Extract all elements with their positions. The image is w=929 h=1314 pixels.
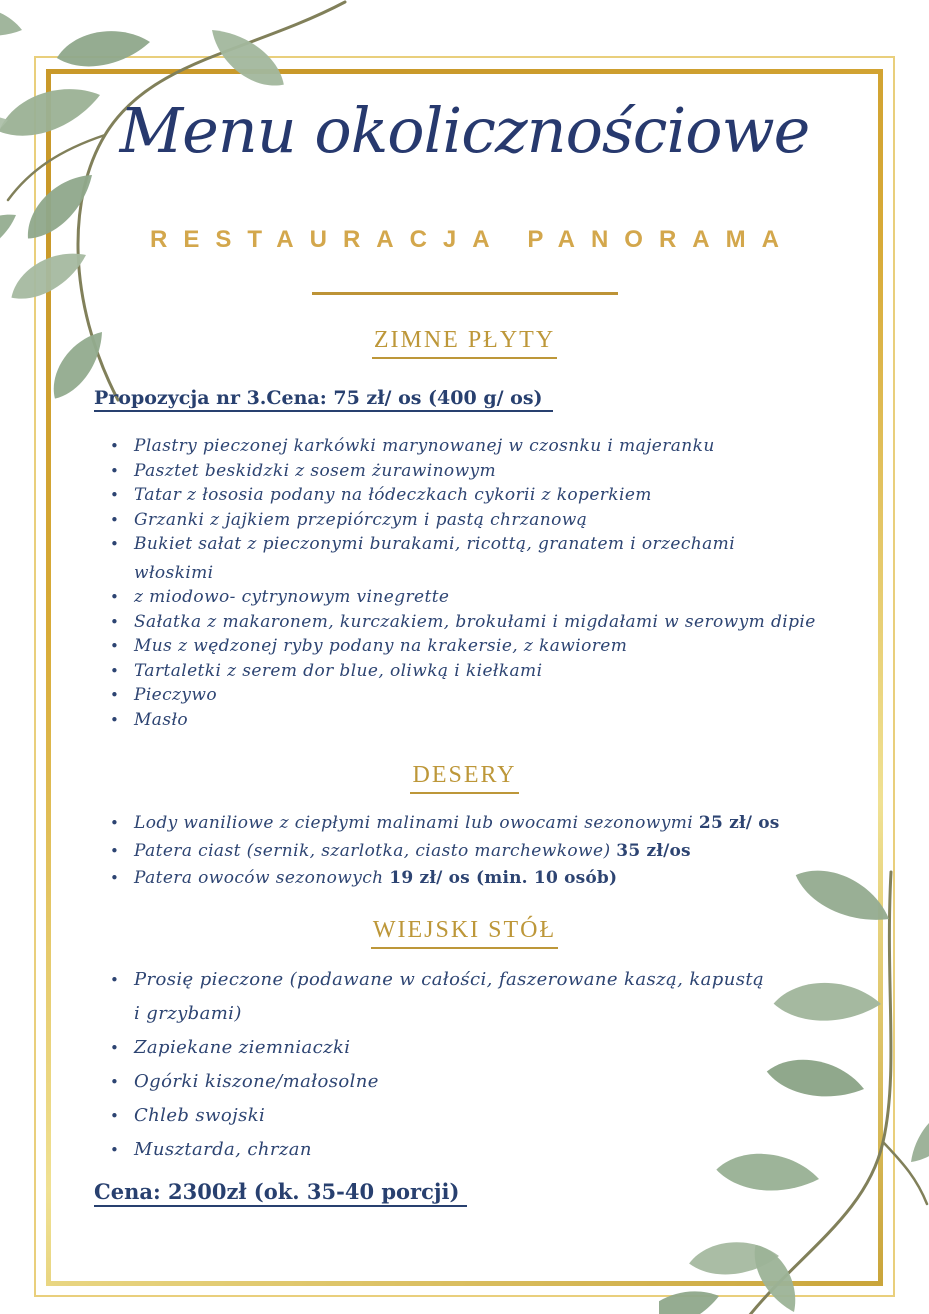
menu-item: • Musztarda, chrzan — [108, 1133, 835, 1167]
menu-item: • Chleb swojski — [108, 1099, 835, 1133]
restaurant-name: RESTAURACJA PANORAMA — [150, 226, 795, 254]
menu-item: • Plastry pieczonej karkówki marynowanej w czosnku i majeranku — [108, 434, 835, 459]
section-heading-desery: DESERY — [410, 762, 518, 794]
menu-item: • Pasztet beskidzki z sosem żurawinowym — [108, 459, 835, 484]
menu-item: • Ogórki kiszone/małosolne — [108, 1065, 835, 1099]
menu-item: • Tatar z łososia podany na łódeczkach cykorii z koperkiem — [108, 483, 835, 508]
proposal-line: Propozycja nr 3.Cena: 75 zł/ os (400 g/ os) — [94, 387, 835, 412]
menu-item: • Prosię pieczone (podawane w całości, faszerowane kaszą, kapustą i grzybami) — [108, 963, 835, 1031]
price: 25 zł/ os — [698, 813, 780, 834]
section-heading-zimne-plyty: ZIMNE PŁYTY — [372, 327, 557, 359]
menu-item: • Grzanki z jajkiem przepiórczym i pastą chrzanową — [108, 508, 835, 533]
menu-item: • z miodowo- cytrynowym vinegrette — [108, 585, 835, 610]
total-price-line: Cena: 2300zł (ok. 35-40 porcji) — [94, 1179, 835, 1207]
gold-divider — [312, 292, 618, 295]
cold-plates-list — [108, 434, 835, 732]
menu-item: • Lody waniliowe z ciepłymi malinami lub owocami sezonowymi 25 zł/ os — [108, 810, 835, 838]
price: 19 zł/ os (min. 10 osób) — [389, 868, 618, 889]
menu-item: • Bukiet sałat z pieczonymi burakami, ricottą, granatem i orzechami włoskimi — [108, 532, 835, 585]
menu-item: • Sałatka z makaronem, kurczakiem, brokułami i migdałami w serowym dipie — [108, 610, 835, 635]
menu-item: • Pieczywo — [108, 683, 835, 708]
desserts-list — [108, 810, 835, 893]
country-table-list — [108, 963, 835, 1167]
menu-item: • Patera owoców sezonowych 19 zł/ os (min. 10 osób) — [108, 865, 835, 893]
menu-item: • Mus z wędzonej ryby podany na krakersie, z kawiorem — [108, 634, 835, 659]
page-title: Menu okolicznościowe — [119, 94, 810, 167]
menu-item: • Tartaletki z serem dor blue, oliwką i kiełkami — [108, 659, 835, 684]
menu-item: • Masło — [108, 708, 835, 733]
menu-item: • Zapiekane ziemniaczki — [108, 1031, 835, 1065]
price: 35 zł/os — [616, 840, 691, 861]
section-heading-wiejski-stol: WIEJSKI STÓŁ — [371, 917, 558, 949]
menu-item: • Patera ciast (sernik, szarlotka, ciasto marchewkowe) 35 zł/os — [108, 838, 835, 866]
